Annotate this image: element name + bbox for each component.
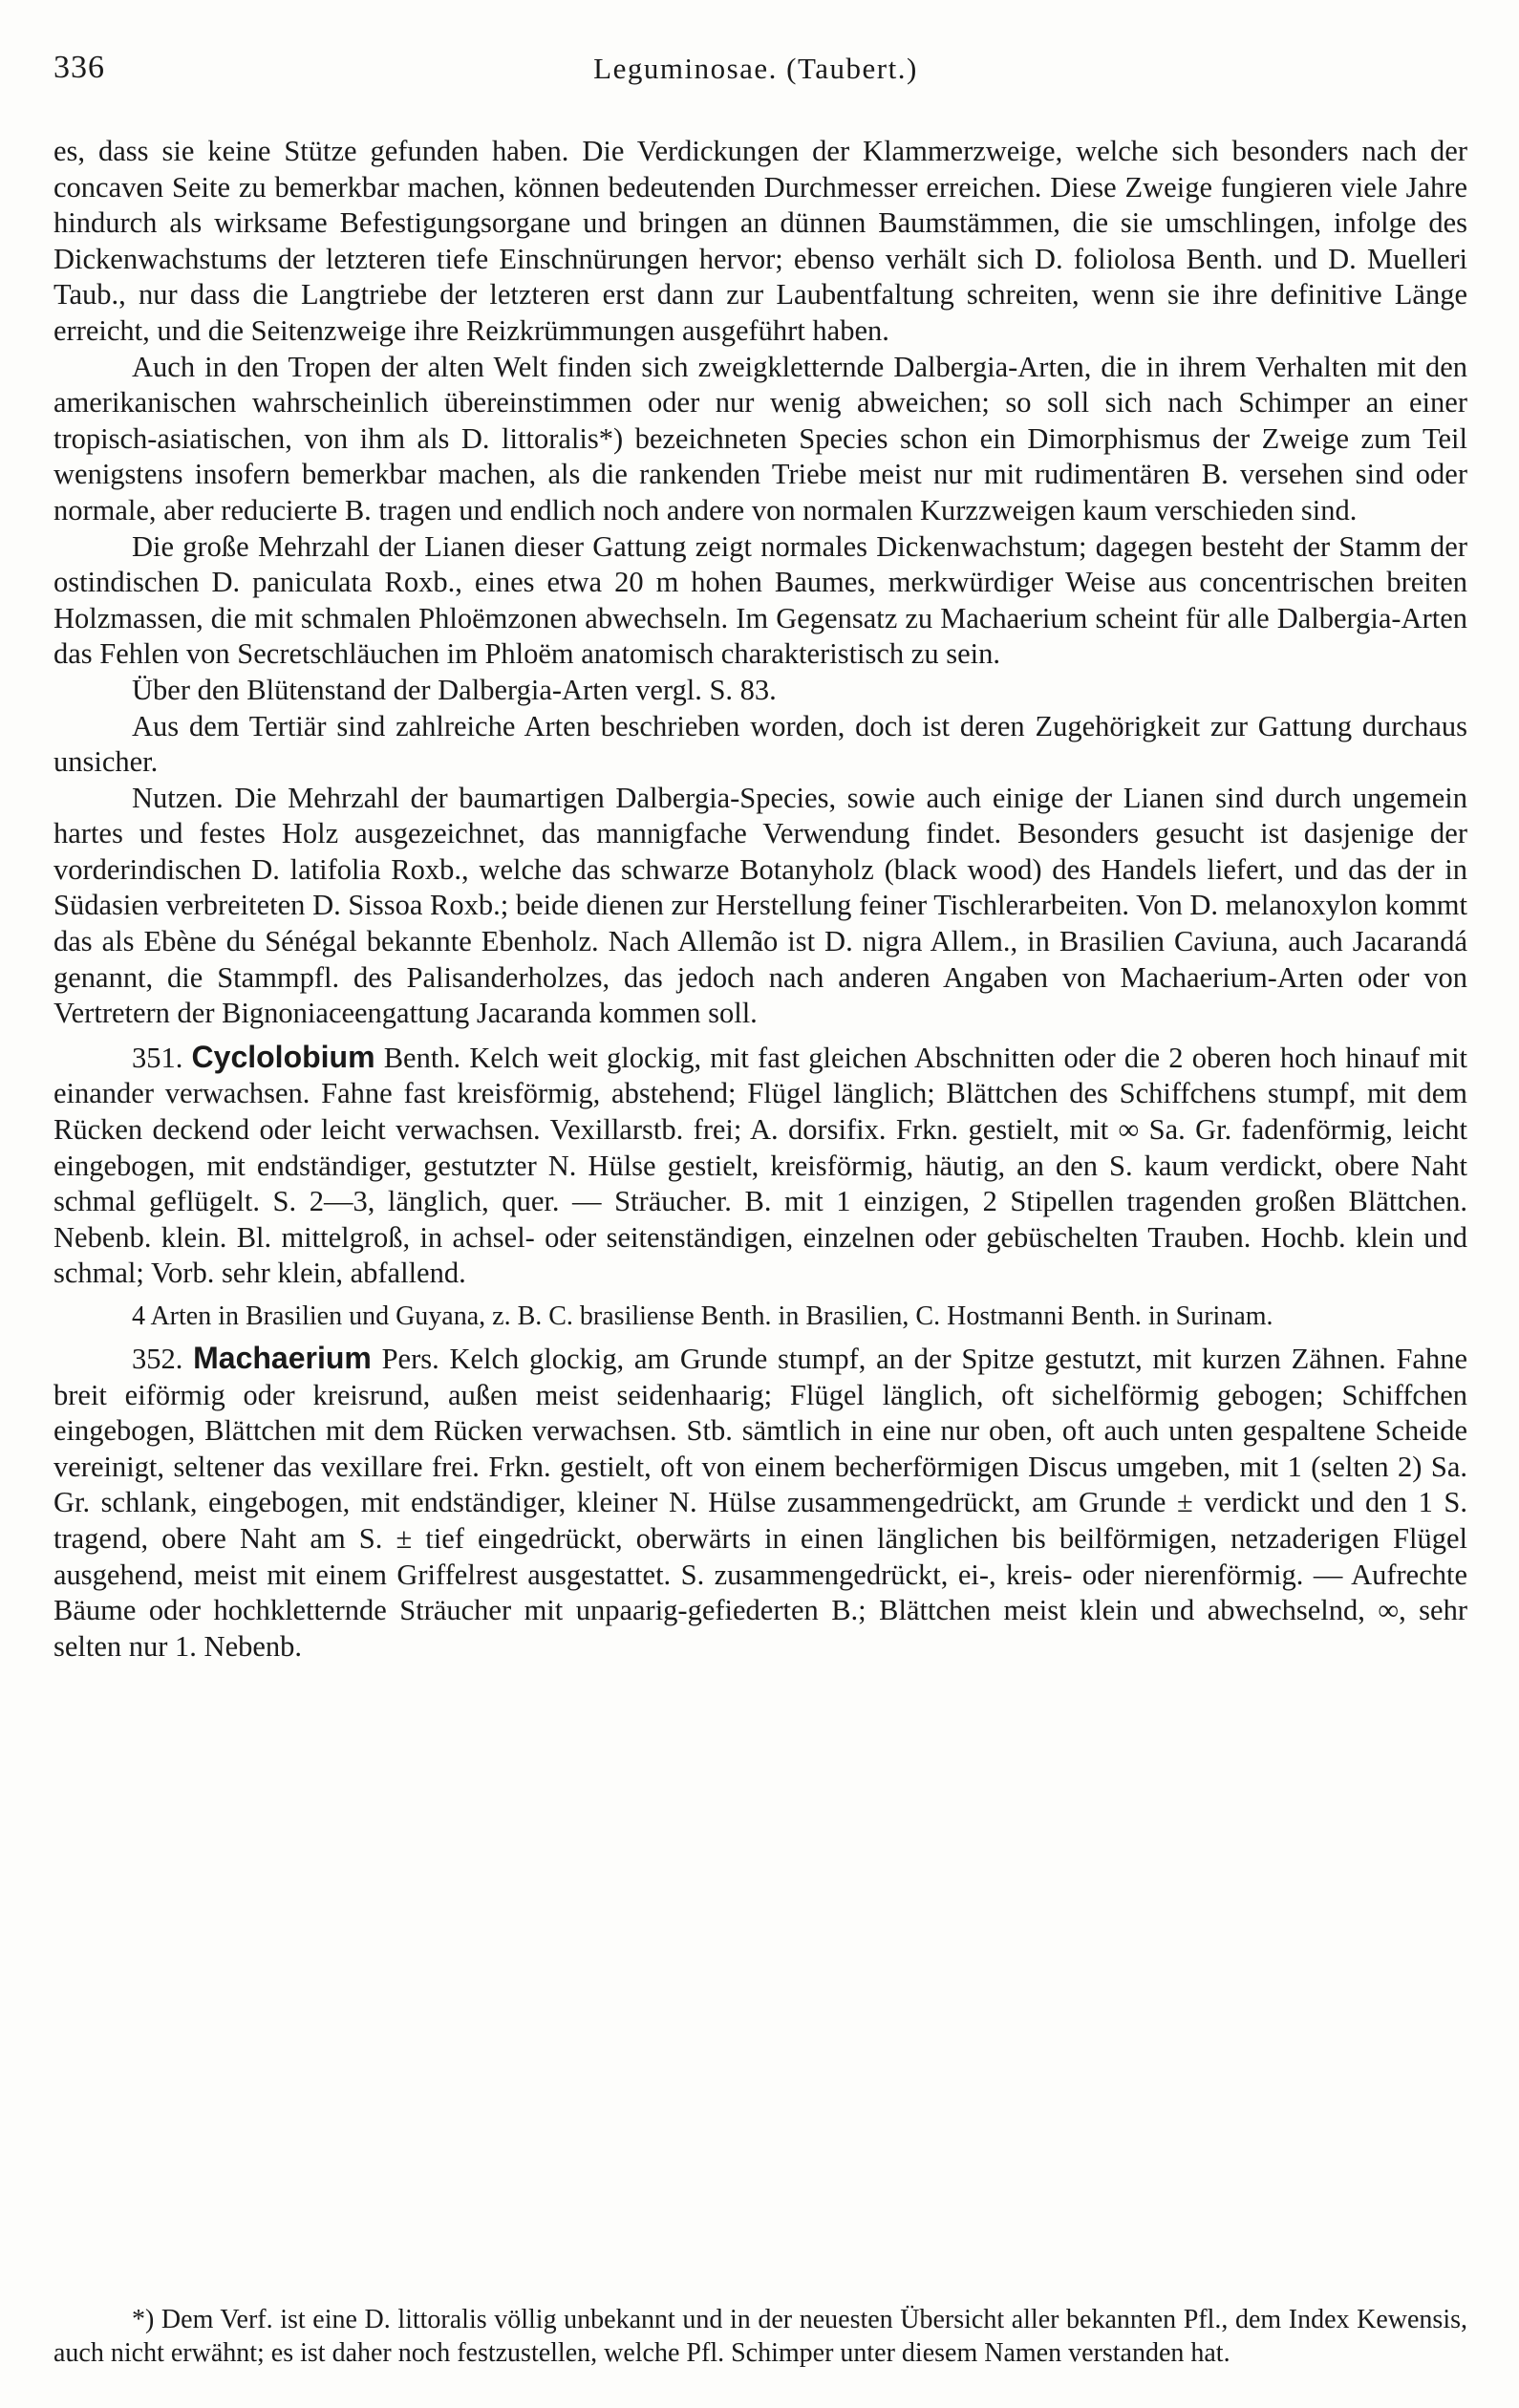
footnote [53,2303,1467,2370]
paragraph-uses: Nutzen. Die Mehrzahl der baumartigen Dalbergia-Species, sowie auch einige der Lianen sind durch ungemein hartes und festes Holz ausgezeichnet, das mannigfache Verwendung findet. Besonders gesucht ist dasjenige der vorderindischen D. latifolia Roxb., welche das schwarze Botanyholz (black wood) des Handels liefert, und das der in Südasien verbreiteten D. Sissoa Roxb.; beide dienen zur Herstellung feiner Tischlerarbeiten. Von D. melanoxylon kommt das als Ebène du Sénégal bekannte Ebenholz. Nach Allemão ist D. nigra Allem., in Brasilien Caviuna, auch Jacarandá genannt, die Stammpfl. des Palisanderholzes, das jedoch nach anderen Angaben von Machaerium-Arten oder von Vertretern der Bignoniaceengattung Jacaranda kommen soll. [53,781,1467,1030]
genus-name: Machaerium [193,1341,372,1375]
page-header [53,50,1458,96]
body-text [53,134,1467,1665]
footnote-text: *) Dem Verf. ist eine D. littoralis völlig unbekannt und in der neuesten Übersicht aller bekannten Pfl., dem Index Kewensis, auch nicht erwähnt; es ist daher noch festzustellen, welche Pfl. Schimper unter diesem Namen verstanden hat. [53,2305,1467,2368]
paragraph-tertiary-fossils: Aus dem Tertiär sind zahlreiche Arten beschrieben worden, doch ist deren Zugehörigkeit zur Gattung durchaus unsicher. [53,709,1467,779]
paragraph-inflorescence-reference: Über den Blütenstand der Dalbergia-Arten vergl. S. 83. [132,673,777,706]
paragraph-secondary-growth: Die große Mehrzahl der Lianen dieser Gattung zeigt normales Dickenwachstum; dagegen besteht der Stamm der ostindischen D. paniculata Roxb., eines etwa 20 m hohen Baumes, merkwürdiger Weise aus concentrischen breiten Holzmassen, die mit schmalen Phloëmzonen abwechseln. Im Gegensatz zu Machaerium scheint für alle Dalbergia-Arten das Fehlen von Secretschläuchen im Phloëm anatomisch charakteristisch zu sein. [53,529,1467,671]
genus-description: Benth. Kelch weit glockig, mit fast gleichen Abschnitten oder die 2 oberen hoch hinauf mit einander verwachsen. Fahne fast kreisförmig, abstehend; Flügel länglich; Blättchen des Schiffchens stumpf, mit dem Rücken deckend oder leicht verwachsen. Vexillarstb. frei; A. dorsifix. Frkn. gestielt, mit ∞ Sa. Gr. fadenförmig, leicht eingebogen, mit endständiger, gestutzter N. Hülse gestielt, kreisförmig, häutig, an den S. kaum verdickt, obere Naht schmal geflügelt. S. 2—3, länglich, quer. — Sträucher. B. mit 1 einzigen, 2 Stipellen tragenden großen Blättchen. Nebenb. klein. Bl. mittelgroß, in achsel- oder seitenständigen, einzelnen oder gebüschelten Trauben. Hochb. klein und schmal; Vorb. sehr klein, abfallend. [53,1041,1468,1290]
genus-entry-machaerium [53,1341,1467,1665]
paragraph-dalbergia-climbing: es, dass sie keine Stütze gefunden haben. Die Verdickungen der Klammerzweige, welche sich besonders nach der concaven Seite zu bemerkbar machen, können bedeutenden Durchmesser erreichen. Diese Zweige fungieren viele Jahre hindurch als wirksame Befestigungsorgane und bringen an dünnen Baumstämmen, die sie umschlingen, infolge des Dickenwachstums der letzteren tiefe Einschnürungen hervor; ebenso verhält sich D. foliolosa Benth. und D. Muelleri Taub., nur dass die Langtriebe der letzteren erst dann zur Laubentfaltung schreiten, wenn sie ihre definitive Länge erreicht, und die Seitenzweige ihre Reizkrümmungen ausgeführt haben. [53,135,1467,347]
genus-description: Pers. Kelch glockig, am Grunde stumpf, an der Spitze gestutzt, mit kurzen Zähnen. Fahne breit eiförmig oder kreisrund, außen meist seidenhaarig; Flügel länglich, oft sichelförmig gebogen; Schiffchen eingebogen, Blättchen mit dem Rücken verwachsen. Stb. sämtlich in eine nur oben, oft auch unten gespaltene Scheide vereinigt, seltener das vexillare frei. Frkn. gestielt, oft von einem becherförmigen Discus umgeben, mit 1 (selten 2) Sa. Gr. schlank, eingebogen, mit endständiger, kleiner N. Hülse zusammengedrückt, am Grunde ± verdickt und den 1 S. tragend, obere Naht am S. ± tief eingedrückt, oberwärts in einen länglichen bis beilförmigen, netzaderigen Flügel ausgehend, meist mit einem Griffelrest ausgestattet. S. zusammengedrückt, ei-, kreis- oder nierenförmig. — Aufrechte Bäume oder hochkletternde Sträucher mit unpaarig-gefiederten B.; Blättchen meist klein und abwechselnd, ∞, sehr selten nur 1. Nebenb. [53,1343,1467,1663]
species-note-cyclolobium: 4 Arten in Brasilien und Guyana, z. B. C. brasiliense Benth. in Brasilien, C. Hostmanni Benth. in Surinam. [132,1301,1273,1331]
genus-number: 352. [132,1343,183,1375]
genus-number: 351. [132,1041,183,1074]
page-number: 336 [53,50,105,85]
paragraph-old-world-tropics: Auch in den Tropen der alten Welt finden sich zweigkletternde Dalbergia-Arten, die in ihrem Verhalten mit den amerikanischen wahrscheinlich übereinstimmen oder nur wenig abweichen; so soll sich nach Schimper an einer tropisch-asiatischen, von ihm als D. littoralis*) bezeichneten Species schon ein Dimorphismus der Zweige zum Teil wenigstens insofern bemerkbar machen, als die rankenden Triebe meist nur mit rudimentären B. versehen sind oder normale, aber reducierte B. tragen und endlich noch andere von normalen Kurzzweigen kaum verschieden sind. [53,350,1467,527]
genus-entry-cyclolobium [53,1040,1467,1292]
genus-name: Cyclolobium [191,1039,375,1074]
running-title: Leguminosae. (Taubert.) [593,52,918,85]
